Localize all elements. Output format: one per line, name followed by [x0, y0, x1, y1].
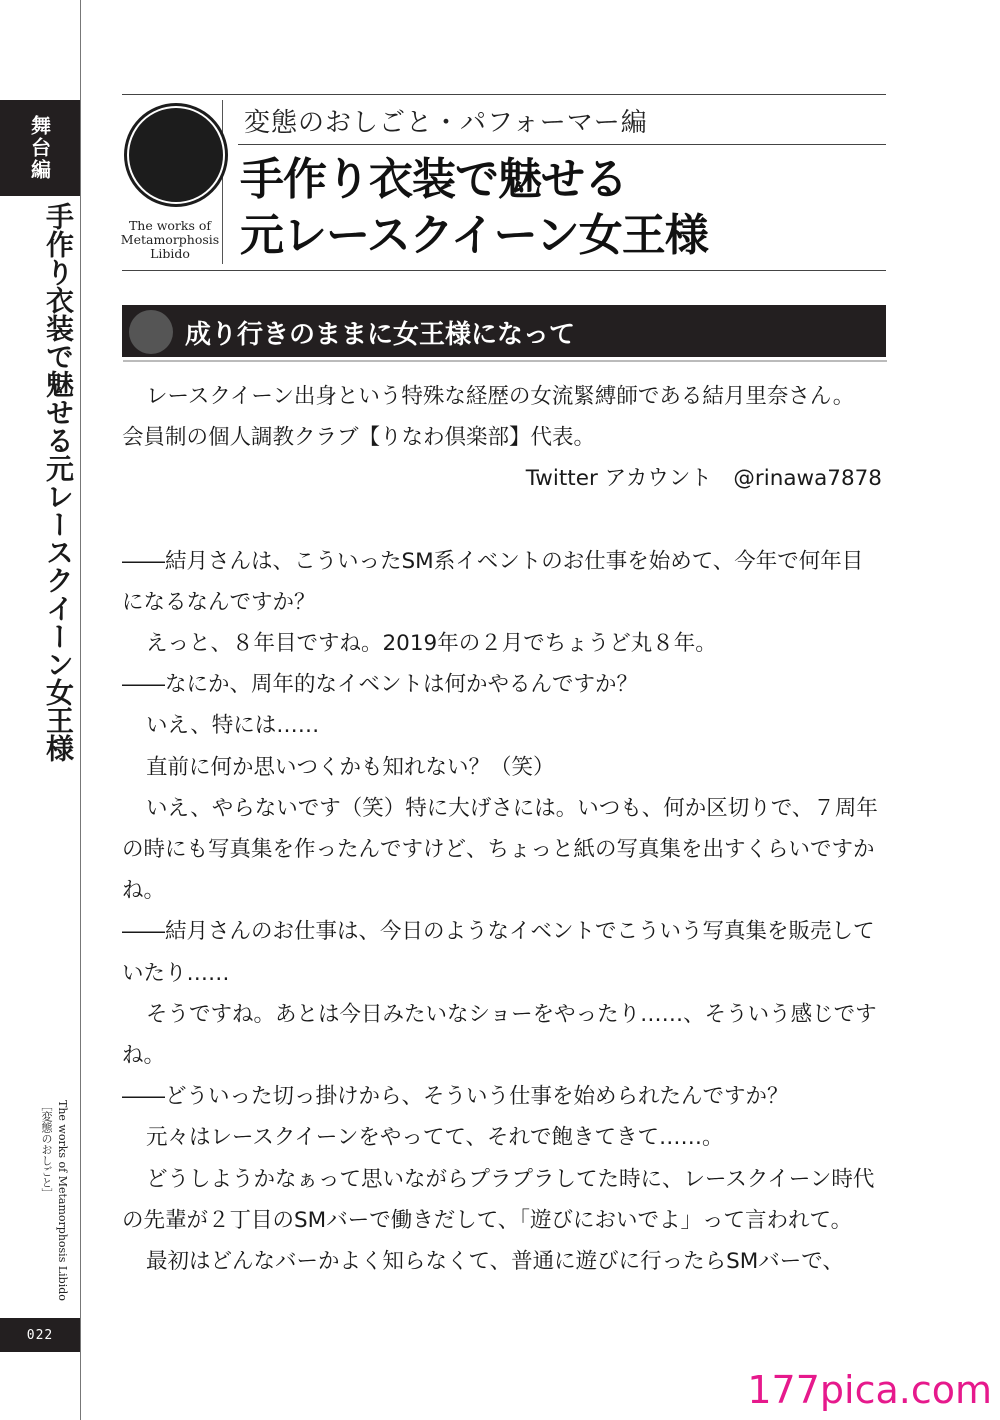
header-circle-emblem: [127, 106, 225, 204]
credit-line-1: The works of Metamorphosis Libido: [56, 1100, 69, 1301]
section-heading: 成り行きのままに女王様になって: [185, 320, 576, 350]
title-line-2: 元レースクイーン女王様: [240, 210, 708, 261]
title-line-1: 手作り衣装で魅せる: [240, 154, 627, 205]
twitter-account: Twitter アカウント @rinawa7878: [525, 466, 882, 492]
header-subtitle: 変態のおしごと・パフォーマー編: [244, 108, 648, 138]
interview-answer: えっと、８年目ですね。2019年の２月でちょうど丸８年。: [146, 631, 717, 657]
section-heading-bar: [122, 305, 886, 357]
header-rule-bottom: [122, 270, 886, 271]
section-bullet-icon: [129, 310, 173, 354]
interview-answer: 元々はレースクイーンをやってて、それで飽きてきて……。: [146, 1125, 724, 1151]
article-body: [122, 376, 882, 1282]
interview-question: ――なにか、周年的なイベントは何かやるんですか？: [122, 672, 639, 698]
header-divider: [222, 100, 223, 264]
running-title: 手作り衣装で魅せる元レースクイーン女王様: [42, 202, 75, 762]
interview-answer: いえ、やらないです（笑）特に大げさには。いつも、何か区切りで、７周年の時にも写真集を作ったんですけど、ちょっと紙の写真集を出すくらいですかね。: [122, 795, 878, 904]
interview-answer: そうですね。あとは今日みたいなショーをやったり……、そういう感じですね。: [122, 1001, 877, 1069]
interview-question: 直前に何か思いつくかも知れない？（笑）: [146, 754, 555, 780]
paragraph-gap: [122, 500, 882, 541]
interview-question: ――どういった切っ掛けから、そういう仕事を始められたんですか？: [122, 1084, 789, 1110]
header-rule-top: [122, 94, 886, 95]
header-rule-middle: [238, 144, 886, 145]
page-number: 022: [0, 1318, 80, 1352]
intro-line-1: レースクイーン出身という特殊な経歴の女流緊縛師である結月里奈さん。: [146, 384, 855, 409]
page-title: [240, 152, 708, 264]
interview-answer: いえ、特には……: [146, 713, 320, 739]
section-tab-label: 舞台編: [27, 115, 52, 181]
watermark: 177pica.com: [747, 1368, 992, 1412]
credit-line-2: ［変態のおしごと］: [40, 1100, 53, 1199]
latin-line-3: Libido: [150, 246, 190, 261]
section-tab: [0, 100, 80, 196]
interview-answer: 最初はどんなバーかよく知らなくて、普通に遊びに行ったらSMバーで、: [146, 1249, 844, 1275]
interview-answer: どうしようかなぁって思いながらプラプラしてた時に、レースクイーン時代の先輩が２丁目のSMバーで働きだして、「遊びにおいでよ」って言われて。: [122, 1166, 875, 1233]
latin-line-2: Metamorphosis: [120, 232, 220, 247]
interview-question: ――結月さんのお仕事は、今日のようなイベントでこういう写真集を販売していたり……: [122, 919, 875, 986]
interview-question: ――結月さんは、こういったSM系イベントのお仕事を始めて、今年で何年目になるなんですか？: [122, 548, 864, 615]
running-credit: [30, 1100, 70, 1310]
latin-line-1: The works of: [128, 218, 212, 233]
intro-line-2: 会員制の個人調教クラブ【りなわ倶楽部】代表。: [122, 425, 596, 451]
header-latin-caption: [118, 219, 222, 261]
